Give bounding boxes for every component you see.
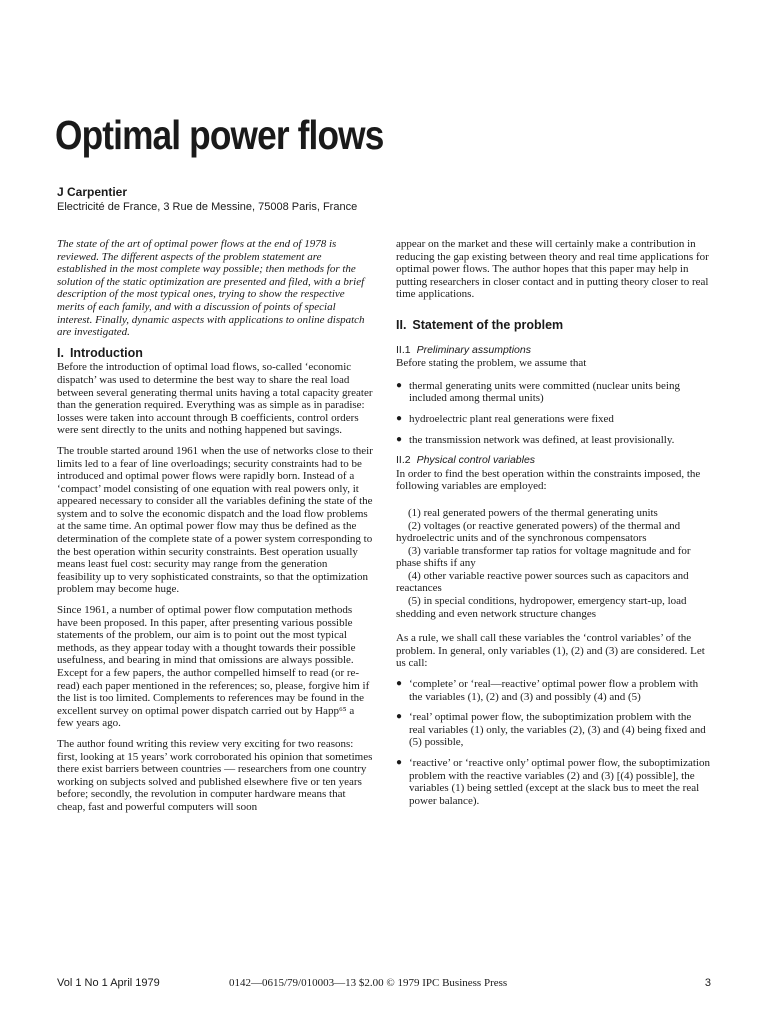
bullet-icon: ● (396, 412, 403, 424)
author-affiliation: Electricité de France, 3 Rue de Messine, 75008 Paris, France (57, 201, 358, 213)
list-item: (5) in special conditions, hydropower, emergency start-up, load shedding and even network structure changes (396, 595, 687, 620)
subsection-number: II.2 (396, 454, 411, 467)
subsection-control-variables-heading (396, 454, 710, 467)
list-item: ● hydroelectric plant real generations were fixed (396, 412, 614, 425)
right-column (396, 238, 710, 815)
opf-type-list (396, 678, 710, 807)
section-number: II. (396, 317, 407, 332)
section-number: I. (57, 345, 64, 360)
subsection-preliminary-heading (396, 344, 710, 357)
control-variable-list (396, 507, 710, 620)
bullet-icon: ● (396, 379, 403, 391)
bullet-icon: ● (396, 433, 403, 445)
preliminary-intro: Before stating the problem, we assume that (396, 357, 587, 370)
paper-title: Optimal power flows (55, 112, 384, 158)
subsection-title: Preliminary assumptions (416, 343, 531, 356)
intro-paragraph-4: The author found writing this review very exciting for two reasons: first, looking at 15 years’ work corroborated his opinion that sometimes there exist barriers between countries — researchers from one country working on subjects solved and published elsewhere five or ten years before; secondly, the revolution in computer hardware means that cheap, fast and powerful computers will soon (57, 737, 373, 813)
left-column (57, 238, 373, 822)
assumption-list (396, 380, 710, 446)
list-item: (2) voltages (or reactive generated powers) of the thermal and hydroelectric units and of the synchronous compensators (396, 519, 681, 545)
subsection-title: Physical control variables (416, 454, 536, 467)
section-introduction-heading (57, 347, 373, 360)
intro-paragraph-2: The trouble started around 1961 when the use of networks close to their limits led to a fear of line overloadings; security constraints had to be introduced and optimal power flows were rapidly born. Instead of a ‘compact’ model consisting of one equation with real powers only, it appeared necessary to consider all the variables defining the state of the system and to solve the economic dispatch and the load flow problems at the same time. An optimal power flow may thus be defined as the determination of the complete state of a power system corresponding to the best operation within security constraints. Best operation usually means least fuel cost: security may range from the generation feasibility up to very sophisticated constraints, so that the optimization problem may become huge. (57, 444, 373, 596)
journal-issue: Vol 1 No 1 April 1979 (57, 977, 160, 989)
control-variables-intro: In order to find the best operation within the constraints imposed, the following variables are employed: (396, 467, 701, 493)
list-item: ● the transmission network was defined, at least provisionally. (396, 433, 675, 446)
subsection-number: II.1 (396, 343, 411, 356)
bullet-icon: ● (396, 757, 403, 768)
section-title: Introduction (69, 345, 143, 360)
list-item: (1) real generated powers of the thermal generating units (408, 506, 658, 519)
intro-paragraph-3: Since 1961, a number of optimal power flow computation methods have been proposed. In this paper, after presenting various possible statements of the problem, our aim is to point out the most typical methods, as they appear today with a thought towards their possible usefulness, and bearing in mind that omissions are always possible. Except for a few papers, the author compelled himself to read (or re-read) each paper mentioned in the references; so, please, forgive him if the list is too limited. Complements to references may be found in the excellent survey on optimal power dispatch carried out by Happ⁶⁵ a few years ago. (57, 604, 370, 730)
list-item: (4) other variable reactive power sources such as capacitors and reactances (396, 569, 689, 595)
list-item: (3) variable transformer tap ratios for voltage magnitude and for phase shifts if any (396, 544, 691, 570)
continuation-paragraph: appear on the market and these will certainly make a contribution in reducing the gap existing between theory and real time applications for optimal power flows. The author hopes that this paper may help in putting researchers in closer contact and in putting theory closer to real time applications. (396, 238, 709, 301)
intro-paragraph-1: Before the introduction of optimal load flows, so-called ‘economic dispatch’ was used to determine the best way to share the real load between several generating thermal units having a total capacity greater than the generation required. Everything was as simple as in paradise: losses were taken into account through B coefficients, control orders were sent directly to the units and nothing happened but savings. (57, 361, 373, 437)
list-item: ● ‘real’ optimal power flow, the suboptimization problem with the real variables (1) only, the variables (2), (3) and (4) being fixed and (5) possible, (396, 711, 706, 749)
control-variables-rule: As a rule, we shall call these variables the ‘control variables’ of the problem. In general, only variables (1), (2) and (3) are considered. Let us call: (396, 632, 705, 670)
list-item: ● ‘reactive’ or ‘reactive only’ optimal power flow, the suboptimization problem with the reactive variables (2) and (3) [(4) possible], the variables (1) being settled (except at the slack bus to meet the real power balance). (396, 757, 710, 807)
list-item: ● thermal generating units were committed (nuclear units being included among thermal units) (396, 379, 680, 405)
bullet-icon: ● (396, 678, 403, 690)
author-name: J Carpentier (57, 185, 128, 199)
bullet-icon: ● (396, 711, 403, 723)
abstract: The state of the art of optimal power flows at the end of 1978 is reviewed. The different aspects of the problem statement are established in the most complete way possible; then methods for the solution of the static optimization are presented and filed, with a brief description of the most typical ones, trying to show the respective merits of each family, and with a discussion of points of special interest. Finally, dynamic aspects with applications to online dispatch are investigated. (57, 238, 365, 339)
page-number: 3 (704, 977, 711, 989)
copyright-line: 0142—0615/79/010003—13 $2.00 © 1979 IPC Business Press (229, 977, 508, 989)
section-statement-heading (396, 319, 710, 332)
section-title: Statement of the problem (412, 317, 564, 332)
list-item: ● ‘complete’ or ‘real—reactive’ optimal power flow a problem with the variables (1), (2) and (3) and possibly (4) and (5) (396, 678, 699, 703)
